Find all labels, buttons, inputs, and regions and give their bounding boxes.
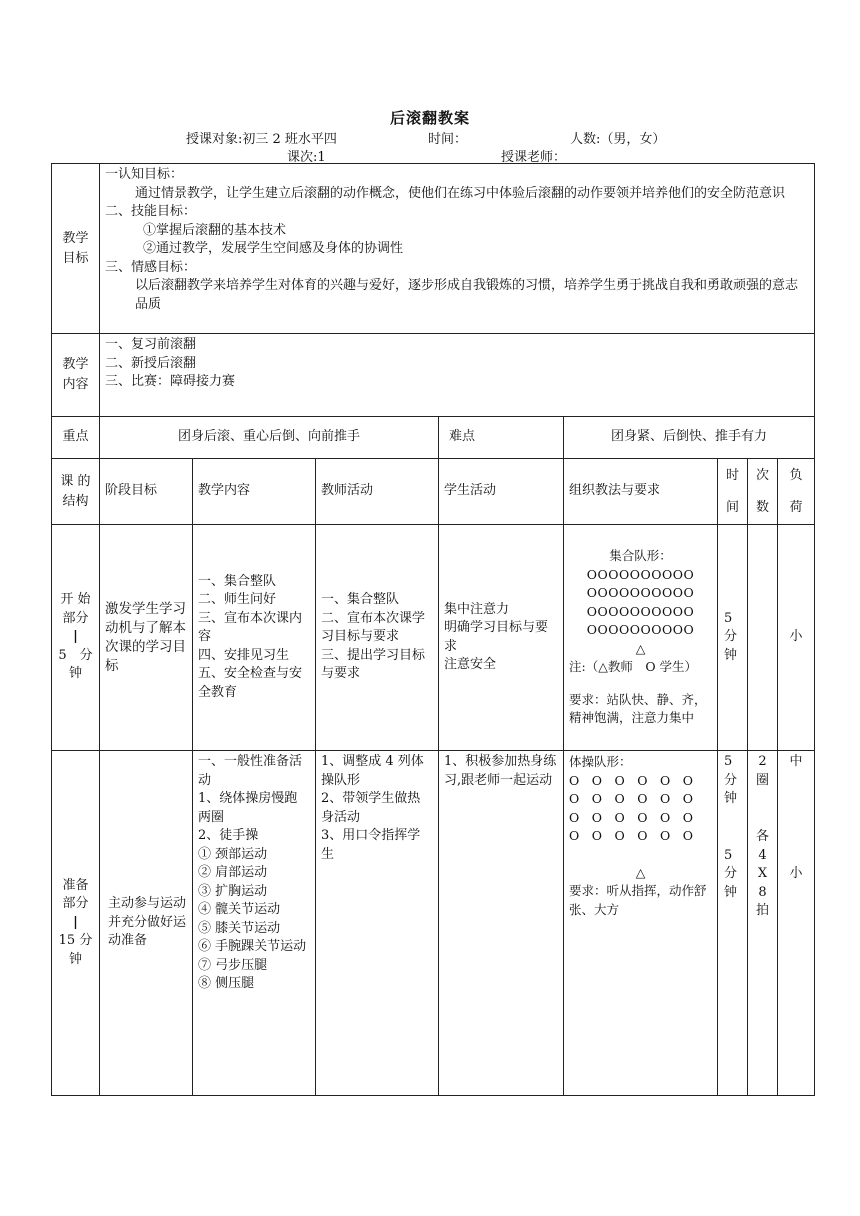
time-text: 钟	[724, 647, 738, 663]
col-time: 时间	[718, 459, 748, 525]
difficulty-text: 团身紧、后倒快、推手有力	[564, 417, 815, 459]
content-item: ③ 扩胸运动	[198, 883, 268, 899]
student-item: 明确学习目标与要求	[444, 620, 549, 654]
formation-row: OOOOOOOOOO	[586, 566, 695, 582]
teacher-item: 1、调整成 4 列体操队形	[321, 754, 424, 788]
formation-row: O O O O O O	[569, 828, 693, 843]
time-text: 分	[724, 866, 738, 881]
warmup-section-row	[52, 751, 815, 1096]
lesson-teacher: 授课老师：	[501, 150, 567, 165]
keypoint-label: 重点	[52, 417, 100, 459]
warmup-time	[718, 751, 748, 1096]
content-line: 一、复习前滚翻	[105, 337, 197, 352]
col-student-act: 学生活动	[439, 459, 564, 525]
warmup-stage-goal: 主动参与运动并充分做好运动准备	[100, 751, 193, 1096]
content-item: 1、绕体操房慢跑两圈	[198, 791, 298, 825]
content-item: ⑤ 膝关节运动	[198, 920, 281, 936]
content-line: 二、新授后滚翻	[105, 355, 197, 371]
content-item: ④ 髋关节运动	[198, 902, 281, 917]
content-item: 四、安排见习生	[198, 647, 290, 663]
warmup-student-act: 1、积极参加热身练习,跟老师一起运动	[439, 751, 564, 1096]
warmup-load	[778, 751, 815, 1096]
formation-requirement: 要求：站队快、静、齐，精神饱满，注意力集中	[569, 691, 707, 726]
structure-text: 准备	[62, 877, 89, 893]
structure-text: 部分	[62, 896, 89, 912]
content-item: 2、徒手操	[198, 828, 259, 843]
time-text: 钟	[724, 884, 738, 900]
content-line: 三、比赛：障碍接力赛	[105, 374, 236, 389]
warmup-structure	[52, 751, 100, 1096]
load-text: 中	[789, 754, 803, 769]
col-count: 次数	[748, 459, 778, 525]
warmup-org	[564, 751, 718, 1096]
structure-text: |	[73, 629, 78, 645]
col-stage-goal: 阶段目标	[100, 459, 193, 525]
structure-text: 部分	[62, 610, 89, 626]
structure-text: 5 分	[58, 647, 93, 663]
time-text: 5	[724, 754, 733, 769]
class-target: 授课对象:初三 2 班水平四	[186, 132, 337, 147]
content-item: 五、安全检查与安全教育	[198, 666, 303, 700]
structure-text: |	[73, 914, 78, 930]
goals-line: 通过情景教学，让学生建立后滚翻的动作概念，使他们在练习中体验后滚翻的动作要领并培养他们的安全防范意识	[135, 185, 786, 201]
col-teacher-act: 教师活动	[316, 459, 439, 525]
count-text: X	[757, 866, 768, 881]
student-item: 集中注意力	[444, 601, 510, 617]
content-item: ⑦ 弓步压腿	[198, 957, 268, 973]
time-text: 钟	[724, 791, 738, 806]
start-teach-content	[193, 525, 316, 751]
structure-text: 开 始	[60, 592, 91, 608]
formation-row: OOOOOOOOOO	[586, 622, 695, 638]
content-item: ② 肩部运动	[198, 865, 268, 880]
start-section-row	[52, 525, 815, 751]
keypoint-row	[52, 417, 815, 459]
teacher-item: 3、用口令指挥学生	[321, 828, 421, 862]
teacher-item: 三、提出学习目标与要求	[321, 647, 426, 682]
count-text: 圈	[755, 772, 769, 788]
warmup-teach-content	[193, 751, 316, 1096]
col-load: 负荷	[778, 459, 815, 525]
goals-line: 以后滚翻教学来培养学生对体育的兴趣与爱好，逐步形成自我锻炼的习惯，培养学生勇于挑战自我和勇敢顽强的意志品质	[135, 278, 799, 312]
content-row	[52, 334, 815, 417]
keypoint-text: 团身后滚、重心后倒、向前推手	[100, 417, 439, 459]
goals-line: 二、技能目标：	[105, 204, 197, 219]
start-org	[564, 525, 718, 751]
teacher-item: 2、带领学生做热身活动	[321, 791, 421, 825]
content-label: 教学内容	[52, 334, 100, 417]
goals-line: 三、情感目标：	[105, 259, 197, 275]
time-text: 分	[724, 772, 738, 788]
start-time	[718, 525, 748, 751]
col-org: 组织教法与要求	[564, 459, 718, 525]
start-teacher-act	[316, 525, 439, 751]
goals-line: ①掌握后滚翻的基本技术	[143, 222, 287, 238]
teacher-item: 二、宣布本次课学习目标与要求	[321, 610, 426, 645]
formation-requirement: 要求：听从指挥，动作舒张、大方	[569, 883, 707, 917]
structure-text: 15 分	[58, 933, 93, 949]
content-item: 二、师生问好	[198, 592, 277, 608]
class-time: 时间：	[428, 132, 468, 147]
count-text: 8	[758, 884, 767, 900]
start-student-act	[439, 525, 564, 751]
content-item: ⑥ 手腕踝关节运动	[198, 939, 307, 954]
teacher-position-icon: △	[635, 864, 646, 880]
load-text: 小	[789, 865, 803, 881]
teacher-position-icon: △	[635, 640, 646, 656]
goals-row	[52, 164, 815, 334]
content-item: 一、集合整队	[198, 573, 277, 589]
formation-row: O O O O O O	[569, 772, 693, 788]
lesson-number: 课次:1	[287, 150, 326, 165]
formation-title: 集合队形：	[609, 548, 672, 564]
count-text: 4	[758, 847, 767, 863]
student-item: 注意安全	[444, 657, 497, 672]
count-text: 拍	[755, 903, 769, 918]
time-text: 5	[724, 847, 733, 863]
class-people: 人数:（男，女）	[570, 132, 666, 147]
time-text: 5	[724, 610, 733, 626]
warmup-teacher-act	[316, 751, 439, 1096]
start-structure	[52, 525, 100, 751]
start-load: 小	[778, 525, 815, 751]
document-title: 后滚翻教案	[389, 109, 470, 127]
structure-text: 钟	[68, 951, 82, 967]
column-header-row	[52, 459, 815, 525]
lesson-plan-table	[51, 163, 815, 1096]
formation-title: 体操队形：	[569, 754, 632, 769]
goals-line: 一认知目标：	[105, 167, 184, 182]
formation-row: O O O O O O	[569, 809, 693, 825]
content-item: ① 颈部运动	[198, 846, 268, 862]
warmup-count	[748, 751, 778, 1096]
content-list	[100, 334, 815, 417]
goals-content	[100, 164, 815, 334]
formation-row: OOOOOOOOOO	[586, 585, 695, 601]
formation-row: OOOOOOOOOO	[586, 603, 695, 619]
start-stage-goal: 激发学生学习动机与了解本次课的学习目标	[100, 525, 193, 751]
teacher-item: 一、集合整队	[321, 592, 400, 608]
col-teach-content: 教学内容	[193, 459, 316, 525]
content-item: ⑧ 侧压腿	[198, 976, 255, 991]
formation-row: O O O O O O	[569, 791, 693, 806]
structure-text: 钟	[68, 666, 82, 682]
start-count	[748, 525, 778, 751]
count-text: 2	[758, 754, 767, 769]
time-text: 分	[724, 629, 738, 645]
count-text: 各	[755, 829, 769, 844]
content-item: 三、宣布本次课内容	[198, 610, 303, 645]
formation-note: 注:（△教师 O 学生）	[569, 659, 698, 675]
goals-label: 教学目标	[52, 164, 100, 334]
difficulty-label: 难点	[439, 417, 564, 459]
col-structure: 课 的结构	[52, 459, 100, 525]
content-item: 一、一般性准备活动	[198, 754, 303, 788]
goals-line: ②通过教学，发展学生空间感及身体的协调性	[143, 241, 404, 256]
